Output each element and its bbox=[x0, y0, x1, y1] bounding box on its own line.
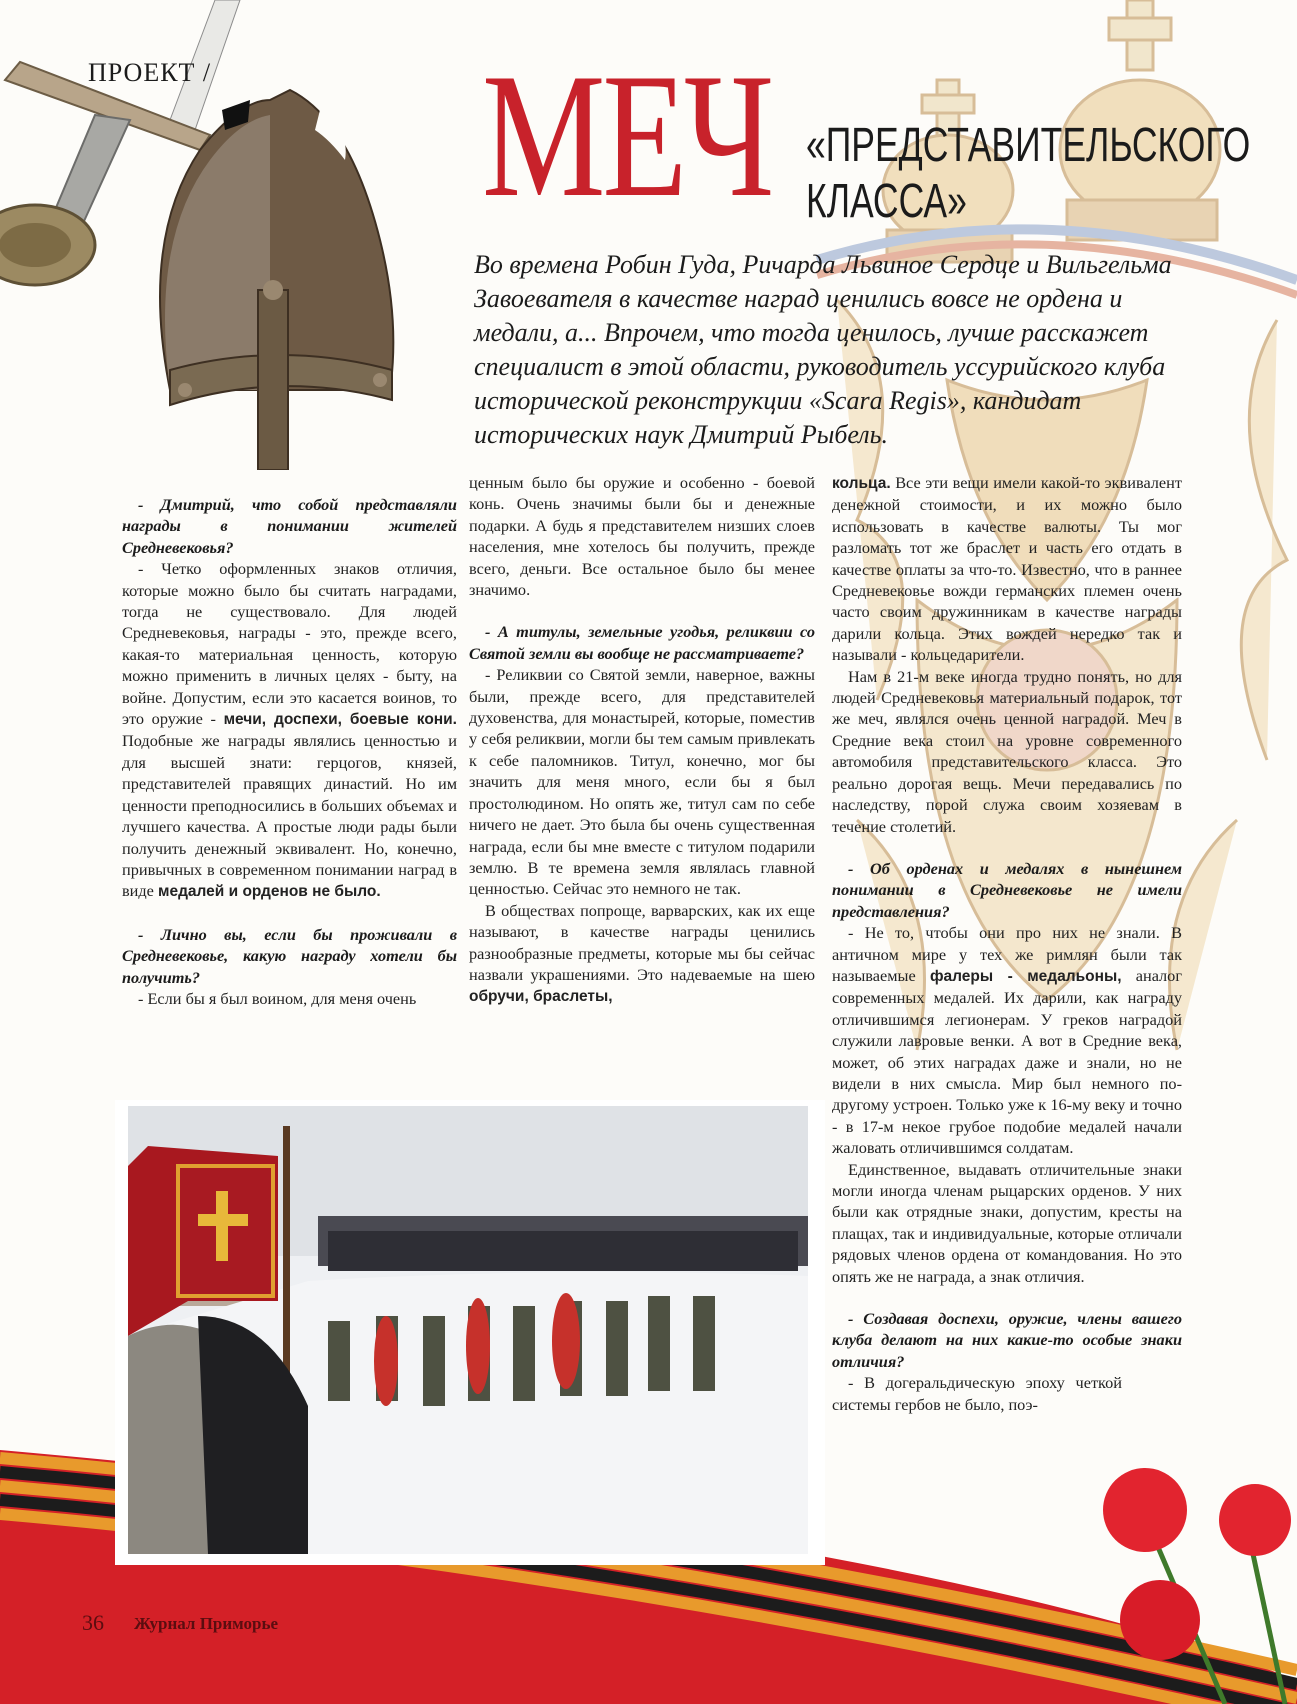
highlight-text: кольца. bbox=[832, 475, 891, 492]
section-label: ПРОЕКТ / bbox=[88, 58, 212, 87]
answer-text: - Не то, чтобы они про них не знали. В античном мире у тех же римлян были так называемые bbox=[832, 923, 1182, 985]
answer-text: - Четко оформленных знаков отличия, которые можно было бы считать наградами, тогда не существовало. Для людей Средневековья, награды - это, прежде всего, какая-то материальная ценность, которую можно применить в личных целях - быту, на войне. Допустим, если это касается воинов, то это оружие - bbox=[122, 559, 457, 729]
highlight-text: обручи, браслеты, bbox=[469, 988, 613, 1006]
answer bbox=[469, 900, 815, 1008]
article-title: МЕЧ bbox=[482, 36, 772, 234]
helmet-illustration bbox=[130, 60, 420, 470]
question: - Лично вы, если бы проживали в Средневековье, какую награду хотели бы получить? bbox=[122, 924, 457, 987]
text-column-1 bbox=[122, 494, 457, 1009]
answer: - В догеральдическую эпоху четкой системы гербов не было, поэ- bbox=[832, 1373, 1122, 1414]
page-number: 36 bbox=[82, 1610, 104, 1635]
question: - Создавая доспехи, оружие, члены вашего клуба делают на них какие-то особые знаки отличия? bbox=[832, 1309, 1182, 1371]
lead-paragraph: Во времена Робин Гуда, Ричарда Львиное Сердце и Вильгельма Завоевателя в качестве наград ценились вовсе не ордена и медали, а... Впрочем, что тогда ценилось, лучше расскажет специалист в этой области, руководитель уссурийского клуба исторической реконструкции «Scara Regis», кандидат исторических наук Дмитрий Рыбель. bbox=[474, 250, 1172, 449]
answer: Нам в 21-м веке иногда трудно понять, но для людей Средневековья материальный подарок, тот же меч, являлся очень ценной наградой. Меч в Средние века стоил на уровне современного автомобиля представительского класса. Это реально дорогая вещь. Мечи передавались по наследству, порой служа своим хозяевам в течение столетий. bbox=[832, 666, 1182, 836]
answer: Единственное, выдавать отличительные знаки могли иногда членам рыцарских орденов. У них были как отрядные знаки, допустим, кресты на плащах, так и индивидуальные, которые отличали рядовых членов ордена от командования. Но это опять же не награда, а знак отличия. bbox=[832, 1159, 1182, 1286]
subtitle-line-2: КЛАССА» bbox=[806, 175, 967, 228]
question: - А титулы, земельные угодья, реликвии со Святой земли вы вообще не рассматриваете? bbox=[469, 622, 815, 663]
question: - Об орденах и медалях в нынешнем понимании в Средневековье не имели представления? bbox=[832, 858, 1182, 921]
text-column-2 bbox=[469, 472, 815, 1008]
answer: ценным было бы оружие и особенно - боевой конь. Очень значимы были бы и денежные подарки. А будь я представителем низших слоев населения, мне хотелось бы получить, прежде всего, деньги. Все остальное было бы менее значимо. bbox=[469, 473, 815, 600]
answer bbox=[832, 472, 1182, 666]
answer bbox=[122, 558, 457, 903]
answer-text: В обществах попроще, варварских, как их еще называют, в качестве награды ценились разнообразные предметы, которые мы бы сейчас назвали украшениями. Это надеваемые на шею bbox=[469, 900, 815, 984]
highlight-text: мечи, доспехи, боевые кони. bbox=[223, 711, 457, 729]
answer-text: Подобные же награды являлись ценностью и для высшей знати: герцогов, князей, представителей правящих династий. Но им ценности преподносились в больших объемах и лучшего качества. А простые люди рады были получить денежный эквивалент. Но, конечно, привычных в современном понимании наград в виде bbox=[122, 731, 457, 901]
reenactment-photo bbox=[128, 1106, 808, 1554]
answer: - Реликвии со Святой земли, наверное, важны были, прежде всего, для представителей духовенства, для монастырей, которые, поместив у себя реликвии, могли бы тем самым привлекать к себе паломников. Титул, конечно, мог бы значить для меня много, если бы я был простолюдином. Но опять же, титул сам по себе ничего не дает. Это была бы очень существенная награда, если бы мне вместе с титулом подарили землю. В те времена земля являлась главной ценностью. Сейчас это немного не так. bbox=[469, 665, 815, 899]
text-column-3 bbox=[832, 472, 1182, 1415]
carnation-flowers bbox=[1085, 1450, 1297, 1704]
highlight-text: медалей и орденов не было. bbox=[157, 883, 381, 901]
answer: - Если бы я был воином, для меня очень bbox=[138, 988, 417, 1008]
question: - Дмитрий, что собой представляли награды в понимании жителей Средневековья? bbox=[122, 495, 457, 557]
answer-text: Все эти вещи имели какой-то эквивалент денежной стоимости, и их можно было использовать в качестве валюты. Ты мог разломать тот же браслет и часть его отдать в качестве оплаты за что-то. Известно, что в раннее Средневековье вожди германских племен очень часто своим дружинникам в качестве награды дарили кольца. Этих вождей нередко так и называли - кольцедарители. bbox=[832, 473, 1182, 665]
answer bbox=[832, 922, 1182, 1158]
article-subtitle bbox=[806, 118, 1250, 230]
subtitle-line-1: «ПРЕДСТАВИТЕЛЬСКОГО bbox=[806, 119, 1251, 172]
highlight-text: фалеры - медальоны, bbox=[929, 967, 1122, 985]
answer-text: аналог современных медалей. Их дарили, как награду отличившимся легионерам. У греков наградой служили лавровые венки. А вот в Средние века, может, об этих наградах даже и знали, но не видели в них смысла. Мир был немного по-другому устроен. Только уже к 16-му веку и точно - в 17-м некое грубое подобие медалей начали жаловать отличившимся солдатам. bbox=[832, 965, 1183, 1158]
magazine-name: Журнал Приморье bbox=[134, 1614, 279, 1633]
